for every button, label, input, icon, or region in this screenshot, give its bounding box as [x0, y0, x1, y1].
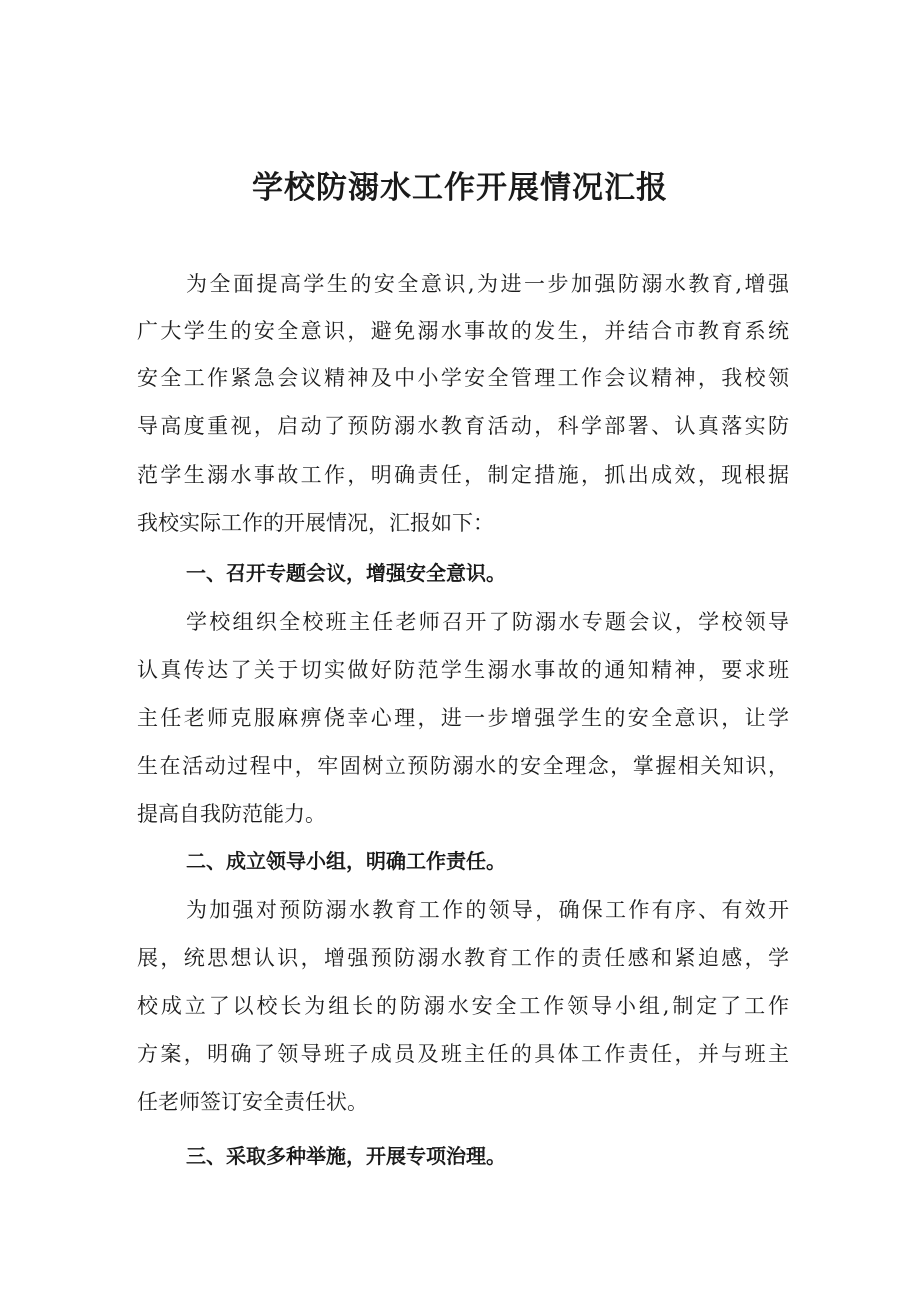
section-heading-2: 二、成立领导小组，明确工作责任。 [186, 849, 506, 873]
section-heading-3: 三、采取多种举施，开展专项治理。 [186, 1144, 506, 1168]
intro-line: 为全面提高学生的安全意识,为进一步加强防溺水教育,增强 [186, 272, 789, 296]
section2-line: 任老师签订安全责任状。 [137, 1090, 368, 1114]
section1-line: 提高自我防范能力。 [137, 802, 326, 826]
intro-line: 安全工作紧急会议精神及中小学安全管理工作会议精神，我校领 [137, 366, 789, 390]
intro-line: 导高度重视，启动了预防溺水教育活动，科学部署、认真落实防 [137, 414, 789, 438]
section2-line: 展，统思想认识，增强预防溺水教育工作的责任感和紧迫感，学 [137, 946, 789, 970]
section1-line: 生在活动过程中，牢固树立预防溺水的安全理念，掌握相关知识， [137, 754, 789, 778]
section2-line: 为加强对预防溺水教育工作的领导，确保工作有序、有效开 [186, 898, 789, 922]
section1-line: 学校组织全校班主任老师召开了防溺水专题会议，学校领导 [186, 610, 789, 634]
document-title: 学校防溺水工作开展情况汇报 [252, 170, 668, 206]
section1-line: 认真传达了关于切实做好防范学生溺水事故的通知精神，要求班 [137, 658, 789, 682]
section1-line: 主任老师克服麻痹侥幸心理，进一步增强学生的安全意识，让学 [137, 706, 789, 730]
section2-line: 校成立了以校长为组长的防溺水安全工作领导小组,制定了工作 [137, 994, 789, 1018]
intro-line: 我校实际工作的开展情况，汇报如下： [137, 511, 494, 535]
intro-line: 范学生溺水事故工作，明确责任，制定措施，抓出成效，现根据 [137, 463, 789, 487]
intro-line: 广大学生的安全意识，避免溺水事故的发生，并结合市教育系统 [137, 319, 789, 343]
section2-line: 方案，明确了领导班子成员及班主任的具体工作责任，并与班主 [137, 1042, 789, 1066]
section-heading-1: 一、召开专题会议，增强安全意识。 [186, 561, 506, 585]
